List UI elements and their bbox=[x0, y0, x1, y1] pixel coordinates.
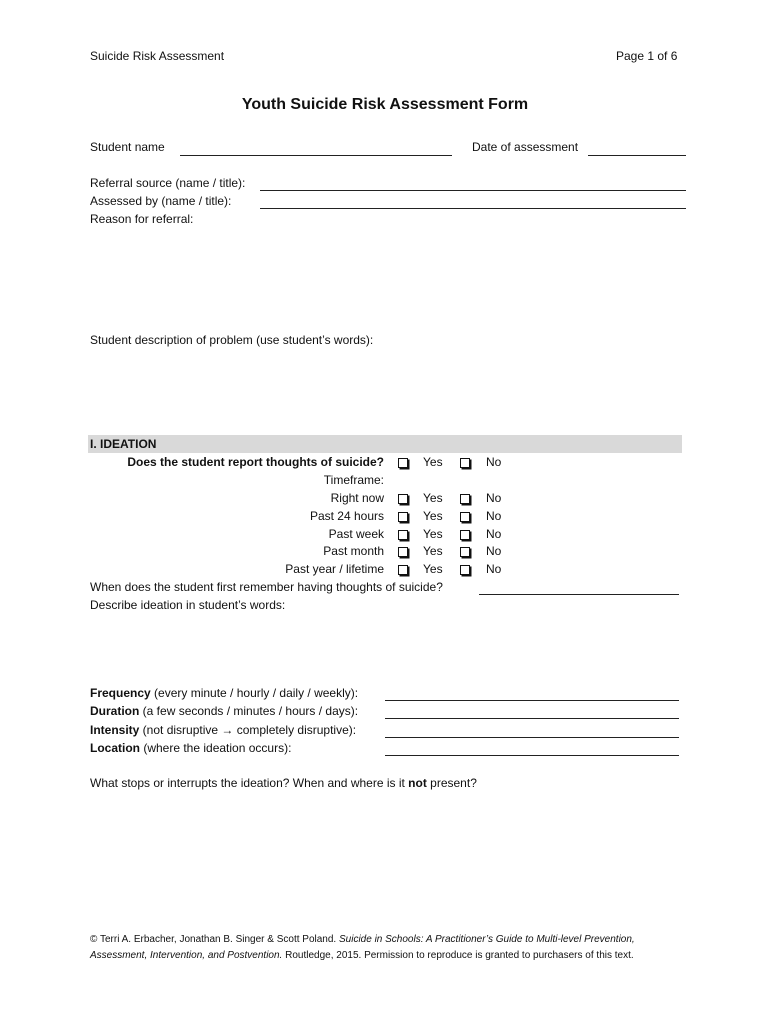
what-stops-suffix: present? bbox=[426, 776, 477, 790]
timeframe-label: Timeframe: bbox=[323, 473, 384, 487]
past-24-hours-no-checkbox[interactable] bbox=[460, 512, 470, 522]
footer-book-title: Suicide in Schools: A Practitioner’s Guide to Multi-level Prevention, Assessment, Intervention, and Postvention. bbox=[90, 934, 635, 961]
what-stops-prefix: What stops or interrupts the ideation? When and where is it bbox=[90, 776, 409, 790]
frequency-field[interactable] bbox=[385, 700, 679, 701]
timeframe-past-24-hours: Past 24 hours bbox=[309, 509, 384, 523]
right-now-yes-checkbox[interactable] bbox=[398, 494, 408, 504]
past-week-no-checkbox[interactable] bbox=[460, 530, 470, 540]
no-label: No bbox=[486, 491, 502, 505]
first-remember-field[interactable] bbox=[479, 594, 679, 595]
timeframe-past-month: Past month bbox=[323, 544, 384, 558]
copyright-footer bbox=[90, 932, 690, 964]
footer-publisher: Routledge, 2015. Permission to reproduce is granted to purchasers of this text. bbox=[282, 950, 634, 961]
student-name-label: Student name bbox=[90, 140, 165, 154]
frequency-term: Frequency bbox=[90, 686, 151, 700]
yes-label: Yes bbox=[423, 527, 443, 541]
no-label: No bbox=[486, 544, 502, 558]
form-title: Youth Suicide Risk Assessment Form bbox=[241, 96, 529, 113]
location-label bbox=[90, 741, 291, 755]
yes-label: Yes bbox=[423, 544, 443, 558]
duration-term: Duration bbox=[90, 704, 140, 718]
intensity-term: Intensity bbox=[90, 723, 140, 737]
page-number: Page 1 of 6 bbox=[616, 49, 678, 63]
thoughts-of-suicide-question: Does the student report thoughts of suicide? bbox=[127, 455, 384, 469]
date-of-assessment-field[interactable] bbox=[588, 155, 686, 156]
past-month-yes-checkbox[interactable] bbox=[398, 547, 408, 557]
intensity-label bbox=[90, 723, 356, 737]
date-of-assessment-label: Date of assessment bbox=[472, 140, 579, 154]
assessed-by-field[interactable] bbox=[260, 208, 686, 209]
timeframe-right-now: Right now bbox=[330, 491, 384, 505]
reason-for-referral-label: Reason for referral: bbox=[90, 212, 194, 226]
yes-label: Yes bbox=[423, 562, 443, 576]
first-remember-question: When does the student first remember having thoughts of suicide? bbox=[90, 580, 443, 594]
intensity-detail: (not disruptive → completely disruptive): bbox=[139, 723, 357, 737]
location-field[interactable] bbox=[385, 755, 679, 756]
no-label: No bbox=[486, 562, 502, 576]
location-term: Location bbox=[90, 741, 140, 755]
section-header-band bbox=[88, 435, 682, 453]
yes-label: Yes bbox=[423, 509, 443, 523]
footer-authors: © Terri A. Erbacher, Jonathan B. Singer & Scott Poland. bbox=[90, 934, 339, 945]
referral-source-field[interactable] bbox=[260, 190, 686, 191]
past-24-hours-yes-checkbox[interactable] bbox=[398, 512, 408, 522]
duration-label bbox=[90, 704, 358, 718]
what-stops-emphasis: not bbox=[408, 776, 427, 790]
no-label: No bbox=[486, 455, 502, 469]
no-label: No bbox=[486, 509, 502, 523]
intensity-field[interactable] bbox=[385, 737, 679, 738]
describe-ideation-label: Describe ideation in student’s words: bbox=[90, 598, 286, 612]
yes-label: Yes bbox=[423, 455, 443, 469]
right-now-no-checkbox[interactable] bbox=[460, 494, 470, 504]
referral-source-label: Referral source (name / title): bbox=[90, 176, 246, 190]
what-stops-question bbox=[90, 776, 477, 790]
no-label: No bbox=[486, 527, 502, 541]
duration-field[interactable] bbox=[385, 718, 679, 719]
duration-detail: (a few seconds / minutes / hours / days): bbox=[139, 704, 359, 718]
frequency-label bbox=[90, 686, 358, 700]
running-header-title: Suicide Risk Assessment bbox=[90, 49, 225, 63]
past-week-yes-checkbox[interactable] bbox=[398, 530, 408, 540]
location-detail: (where the ideation occurs): bbox=[140, 741, 292, 755]
yes-label: Yes bbox=[423, 491, 443, 505]
section-title-ideation: I. IDEATION bbox=[90, 437, 157, 451]
student-name-field[interactable] bbox=[180, 155, 452, 156]
student-description-label: Student description of problem (use student’s words): bbox=[90, 333, 374, 347]
past-month-no-checkbox[interactable] bbox=[460, 547, 470, 557]
timeframe-past-week: Past week bbox=[328, 527, 384, 541]
assessed-by-label: Assessed by (name / title): bbox=[90, 194, 232, 208]
frequency-detail: (every minute / hourly / daily / weekly): bbox=[150, 686, 359, 700]
past-year-yes-checkbox[interactable] bbox=[398, 565, 408, 575]
no-checkbox[interactable] bbox=[460, 458, 470, 468]
yes-checkbox[interactable] bbox=[398, 458, 408, 468]
past-year-no-checkbox[interactable] bbox=[460, 565, 470, 575]
timeframe-past-year-lifetime: Past year / lifetime bbox=[285, 562, 384, 576]
